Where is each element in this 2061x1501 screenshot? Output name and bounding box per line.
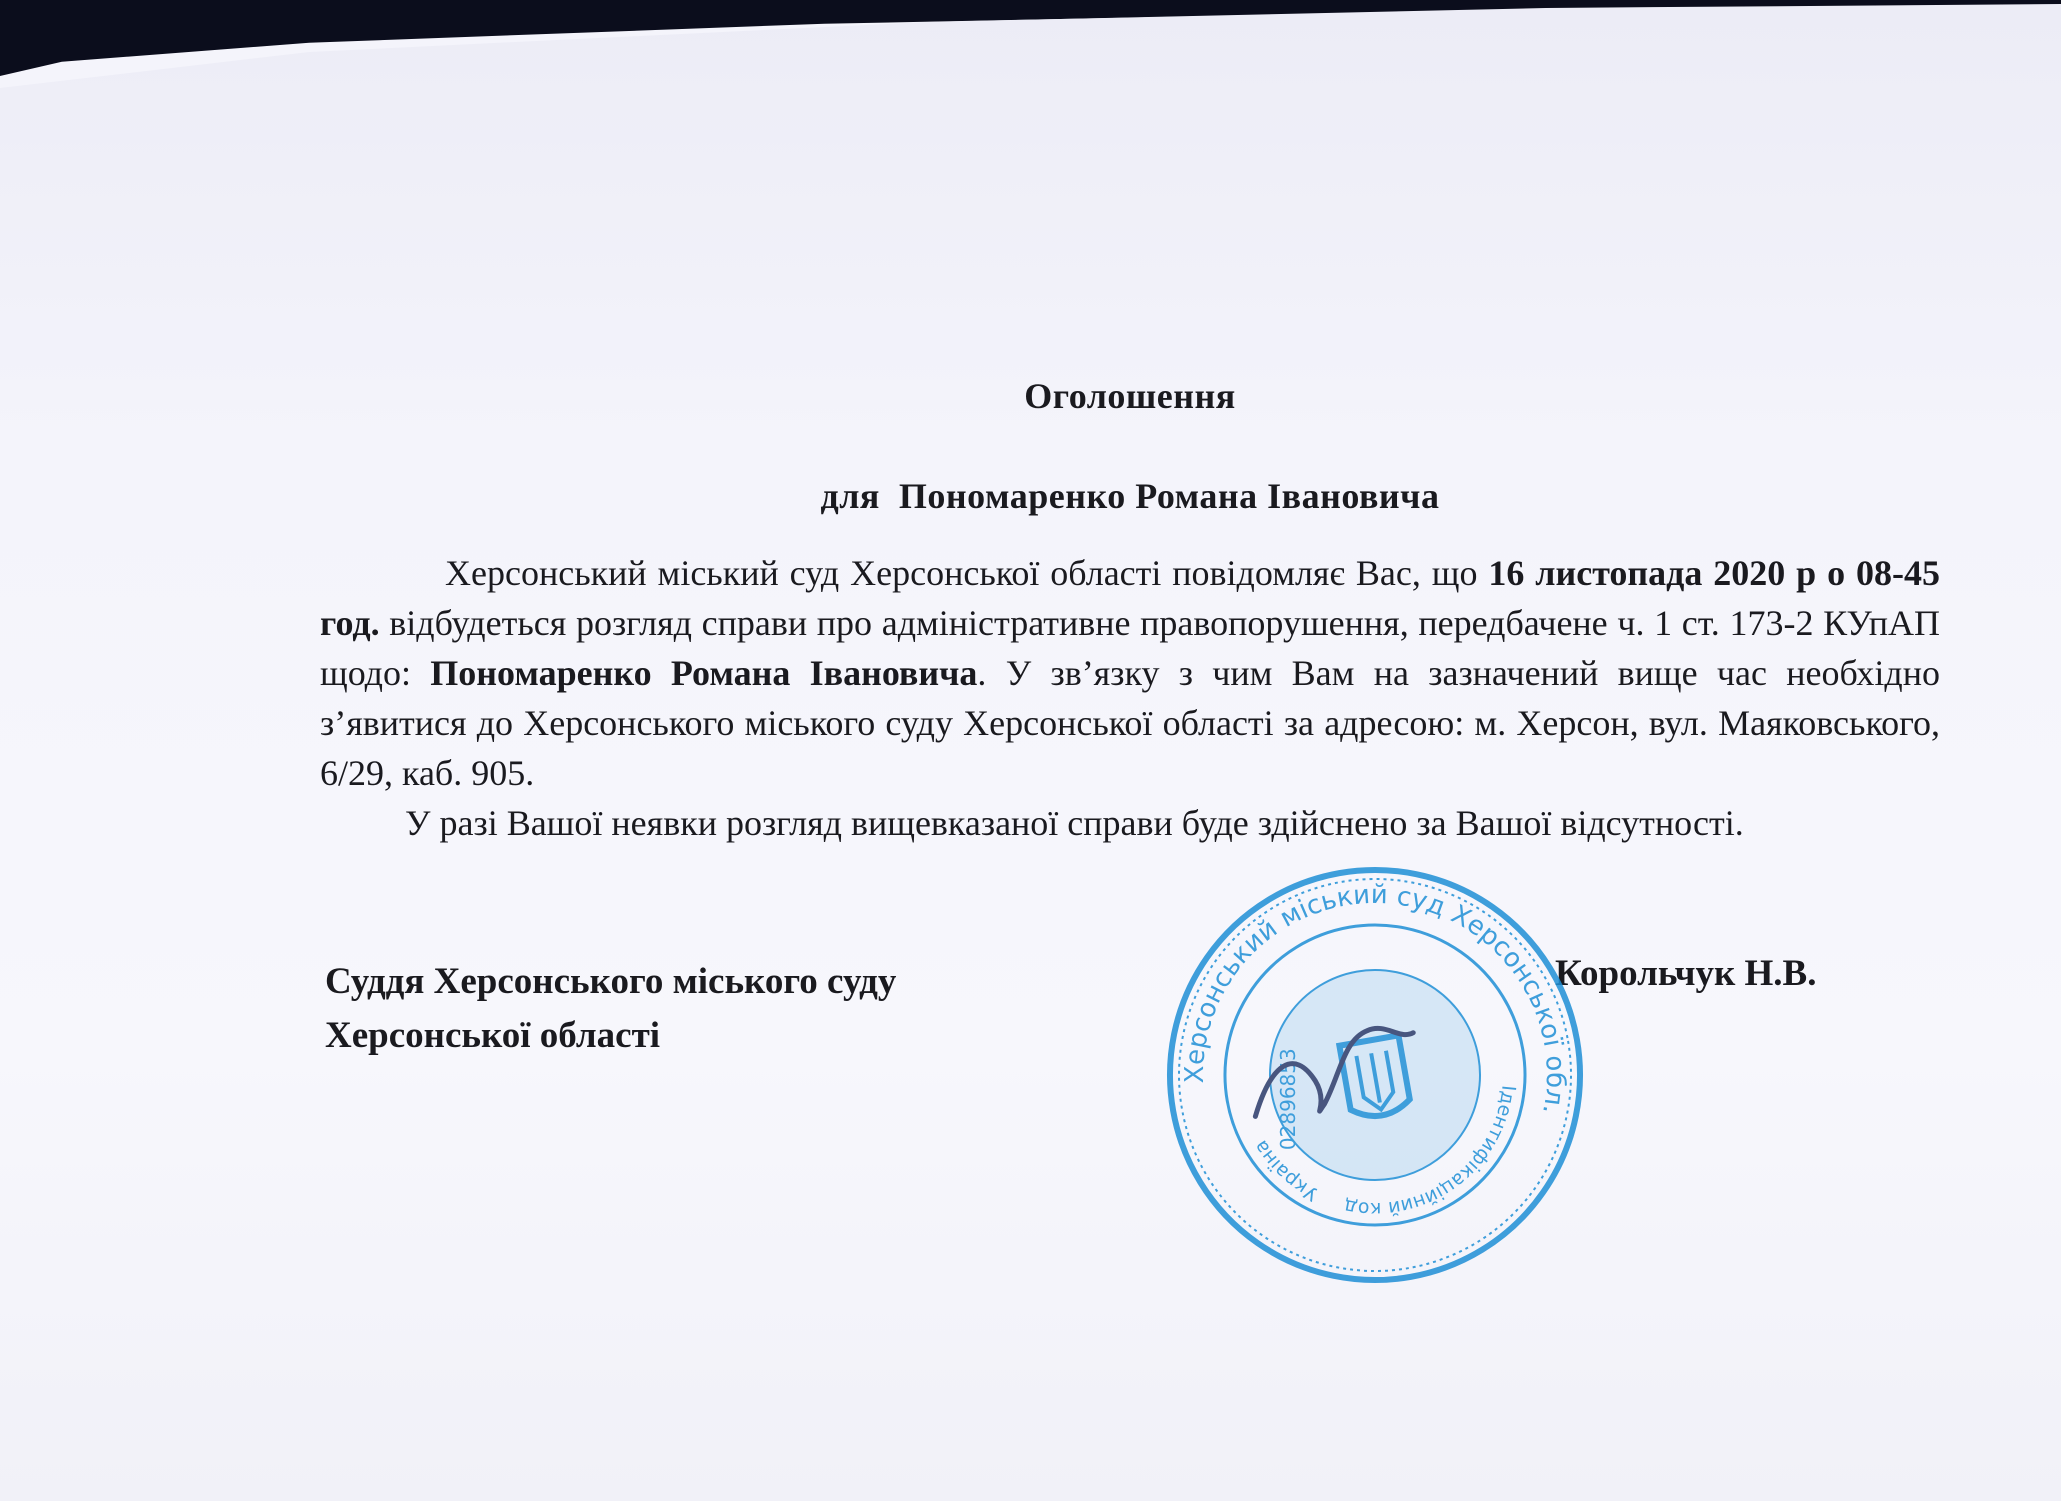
stamp-country: Україна bbox=[1249, 1136, 1322, 1206]
judge-name: Корольчук Н.В. bbox=[1555, 953, 1817, 994]
document-subtitle bbox=[320, 475, 1940, 517]
judge-position-line1: Суддя Херсонського міського суду bbox=[325, 961, 897, 1002]
notice-text-1: Херсонський міський суд Херсонської області повідомляє Вас, що bbox=[445, 553, 1489, 593]
judge-position-line2: Херсонської області bbox=[325, 1015, 661, 1056]
stamp-code: 02896853 bbox=[1275, 1048, 1300, 1151]
notice-text-3: . У зв’язку з чим Вам на зазначений вище час необхідно з’явитися до Херсонського міського суду Херсонської області за адресою: м. Херсон, вул. Маяковського, 6/29, каб. 905. bbox=[320, 653, 1940, 793]
hearing-date: 16 листопада 2020 р о 08-45 год. bbox=[320, 553, 1941, 643]
notice-text-2: відбудеться розгляд справи про адміністративне правопорушення, передбачене ч. 1 ст. 173-2 КУпАП щодо: bbox=[320, 603, 1940, 693]
subtitle-prefix: для bbox=[820, 476, 880, 516]
judge-position bbox=[325, 955, 896, 1063]
notice-paragraph bbox=[320, 548, 1940, 798]
absence-paragraph: У разі Вашої неявки розгляд вищевказаної справи буде здійснено за Вашої відсутності. bbox=[405, 803, 1744, 843]
court-seal-stamp bbox=[1132, 832, 1619, 1319]
stamp-outer-text: Херсонський міський суд Херсонської обл. bbox=[1179, 879, 1571, 1118]
document-title: Оголошення bbox=[1024, 376, 1236, 416]
subtitle-name: Пономаренко Романа Івановича bbox=[898, 476, 1440, 516]
stamp-inner-text: Ідентифікаційний код bbox=[1342, 1084, 1520, 1221]
defendant-name: Пономаренко Романа Івановича bbox=[430, 653, 978, 693]
